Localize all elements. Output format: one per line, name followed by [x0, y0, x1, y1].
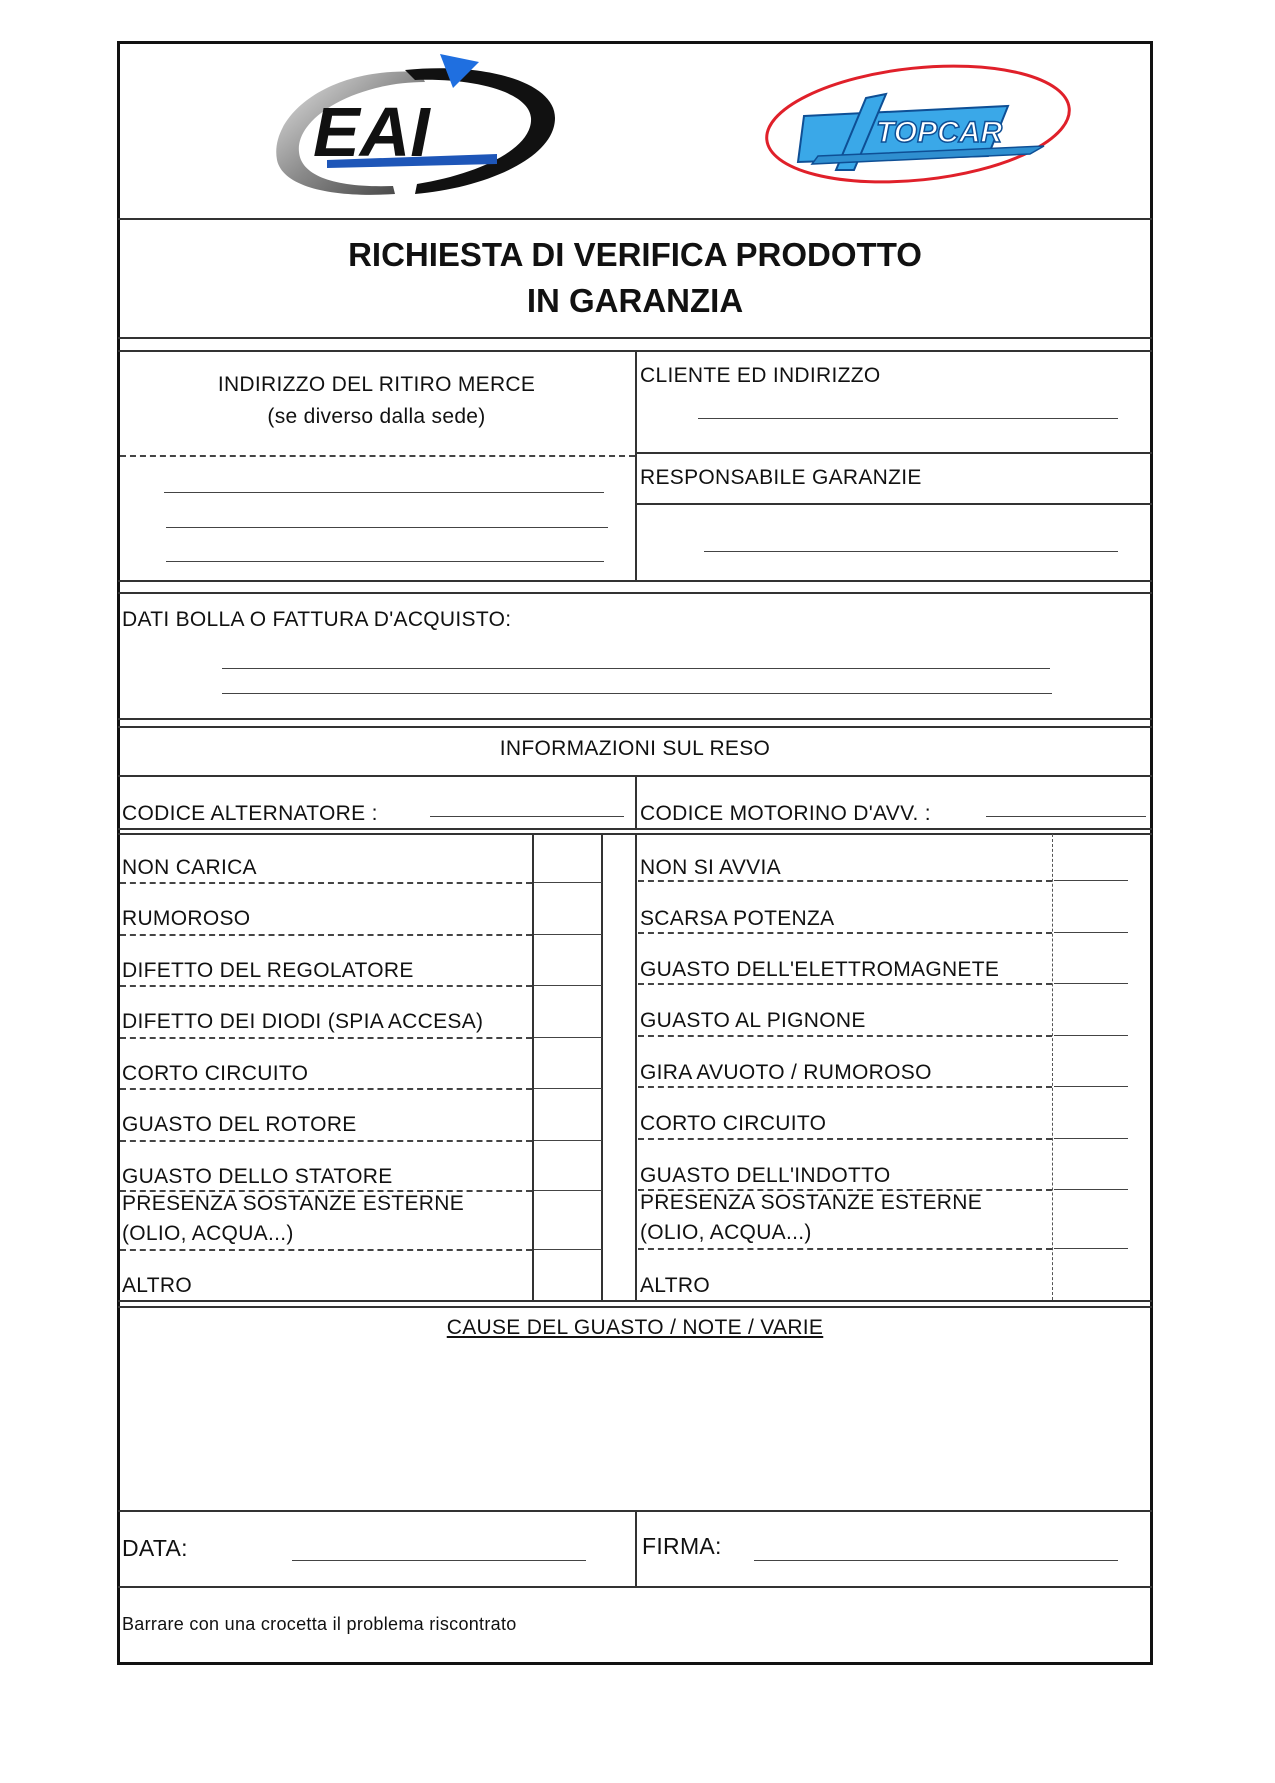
divider: [118, 1306, 1152, 1308]
row-divider: [120, 985, 532, 987]
starter-defect-label: PRESENZA SOSTANZE ESTERNE: [640, 1191, 983, 1214]
alternator-checkbox[interactable]: [534, 1249, 602, 1250]
alternator-checkbox[interactable]: [534, 1140, 602, 1141]
alternator-checkbox[interactable]: [534, 882, 602, 883]
column-divider: [635, 351, 637, 580]
title-block: [117, 226, 1153, 326]
starter-defect-label: GUASTO DELL'INDOTTO: [640, 1164, 891, 1187]
row-divider: [638, 932, 1052, 934]
pickup-address-line-3[interactable]: [166, 561, 604, 562]
starter-code-input[interactable]: [986, 816, 1146, 817]
alternator-checkbox[interactable]: [534, 1037, 602, 1038]
purchase-data-label: DATI BOLLA O FATTURA D'ACQUISTO:: [122, 608, 512, 631]
row-divider: [120, 1037, 532, 1039]
starter-defect-label: (OLIO, ACQUA...): [640, 1221, 812, 1244]
alternator-defect-label: GUASTO DELLO STATORE: [122, 1165, 393, 1188]
instruction-text: Barrare con una crocetta il problema riscontrato: [122, 1614, 517, 1634]
divider: [118, 580, 1152, 582]
starter-checkbox[interactable]: [1054, 1086, 1128, 1087]
divider: [118, 1300, 1152, 1302]
topcar-logo-text: TOPCAR: [876, 116, 1003, 149]
row-divider: [638, 1035, 1052, 1037]
alternator-defect-label: ALTRO: [122, 1274, 192, 1297]
row-divider: [638, 1138, 1052, 1140]
column-divider: [635, 776, 637, 828]
page-title-line1: RICHIESTA DI VERIFICA PRODOTTO: [348, 236, 922, 273]
starter-defect-label: GUASTO AL PIGNONE: [640, 1009, 866, 1032]
row-divider: [638, 880, 1052, 882]
divider: [636, 503, 1152, 505]
starter-defect-label: ALTRO: [640, 1274, 710, 1297]
alternator-defect-label: PRESENZA SOSTANZE ESTERNE: [122, 1192, 465, 1215]
signature-input[interactable]: [754, 1560, 1118, 1561]
divider: [118, 1586, 1152, 1588]
page-title-line2: IN GARANZIA: [526, 282, 744, 319]
eai-logo: [265, 48, 565, 200]
purchase-data-line-2[interactable]: [222, 693, 1052, 694]
pickup-address-note: (se diverso dalla sede): [267, 405, 486, 428]
divider: [118, 828, 1152, 830]
starter-checkbox[interactable]: [1054, 1248, 1128, 1249]
row-divider: [638, 1248, 1052, 1250]
starter-checkbox[interactable]: [1054, 983, 1128, 984]
starter-code-label: CODICE MOTORINO D'AVV. :: [640, 802, 931, 825]
eai-logo-text: EAI: [313, 93, 430, 171]
row-divider: [120, 1088, 532, 1090]
alternator-checkbox[interactable]: [534, 1190, 602, 1191]
alternator-defect-label: DIFETTO DEI DIODI (SPIA ACCESA): [122, 1010, 484, 1033]
divider: [118, 592, 1152, 594]
alternator-defect-label: (OLIO, ACQUA...): [122, 1222, 294, 1245]
column-divider: [635, 1511, 637, 1586]
alternator-code-input[interactable]: [430, 816, 624, 817]
topcar-logo: [758, 58, 1078, 192]
starter-defect-label: NON SI AVVIA: [640, 856, 781, 879]
starter-defect-label: GUASTO DELL'ELETTROMAGNETE: [640, 958, 1000, 981]
pickup-address-label: INDIRIZZO DEL RITIRO MERCE: [217, 373, 536, 396]
alternator-checkbox-column-right: [601, 834, 603, 1300]
alternator-checkbox[interactable]: [534, 1088, 602, 1089]
customer-address-label: CLIENTE ED INDIRIZZO: [640, 364, 881, 387]
alternator-checkbox[interactable]: [534, 985, 602, 986]
date-input[interactable]: [292, 1560, 586, 1561]
divider: [118, 218, 1152, 220]
signature-label: FIRMA:: [642, 1533, 722, 1559]
starter-checkbox[interactable]: [1054, 880, 1128, 881]
row-divider: [120, 882, 532, 884]
alternator-defect-label: CORTO CIRCUITO: [122, 1062, 309, 1085]
pickup-address-line-1[interactable]: [164, 492, 604, 493]
row-divider: [120, 934, 532, 936]
alternator-defect-label: NON CARICA: [122, 856, 257, 879]
divider: [118, 718, 1152, 720]
row-divider: [638, 983, 1052, 985]
alternator-defect-label: GUASTO DEL ROTORE: [122, 1113, 357, 1136]
divider: [118, 337, 1152, 339]
starter-checkbox[interactable]: [1054, 932, 1128, 933]
purchase-data-line-1[interactable]: [222, 668, 1050, 669]
alternator-defect-label: RUMOROSO: [122, 907, 251, 930]
starter-checkbox-column: [1052, 834, 1053, 1300]
starter-defect-label: SCARSA POTENZA: [640, 907, 835, 930]
return-info-heading: INFORMAZIONI SUL RESO: [499, 737, 771, 760]
starter-checkbox[interactable]: [1054, 1138, 1128, 1139]
alternator-defect-label: DIFETTO DEL REGOLATORE: [122, 959, 414, 982]
starter-checkbox[interactable]: [1054, 1035, 1128, 1036]
notes-area[interactable]: [130, 1352, 1140, 1502]
dashed-divider: [120, 455, 635, 457]
pickup-address-line-2[interactable]: [166, 527, 608, 528]
date-label: DATA:: [122, 1535, 188, 1561]
warranty-manager-line[interactable]: [704, 551, 1118, 552]
alternator-checkbox[interactable]: [534, 934, 602, 935]
column-divider: [635, 834, 637, 1300]
row-divider: [638, 1086, 1052, 1088]
divider: [118, 726, 1152, 728]
warranty-manager-label: RESPONSABILE GARANZIE: [640, 466, 922, 489]
divider: [636, 452, 1152, 454]
alternator-checkbox-column-left: [532, 834, 534, 1300]
alternator-code-label: CODICE ALTERNATORE :: [122, 802, 378, 825]
starter-checkbox[interactable]: [1054, 1189, 1128, 1190]
customer-address-line[interactable]: [698, 418, 1118, 419]
notes-heading: CAUSE DEL GUASTO / NOTE / VARIE: [446, 1316, 824, 1339]
starter-defect-label: GIRA AVUOTO / RUMOROSO: [640, 1061, 932, 1084]
row-divider: [120, 1249, 532, 1251]
starter-defect-label: CORTO CIRCUITO: [640, 1112, 827, 1135]
row-divider: [120, 1140, 532, 1142]
